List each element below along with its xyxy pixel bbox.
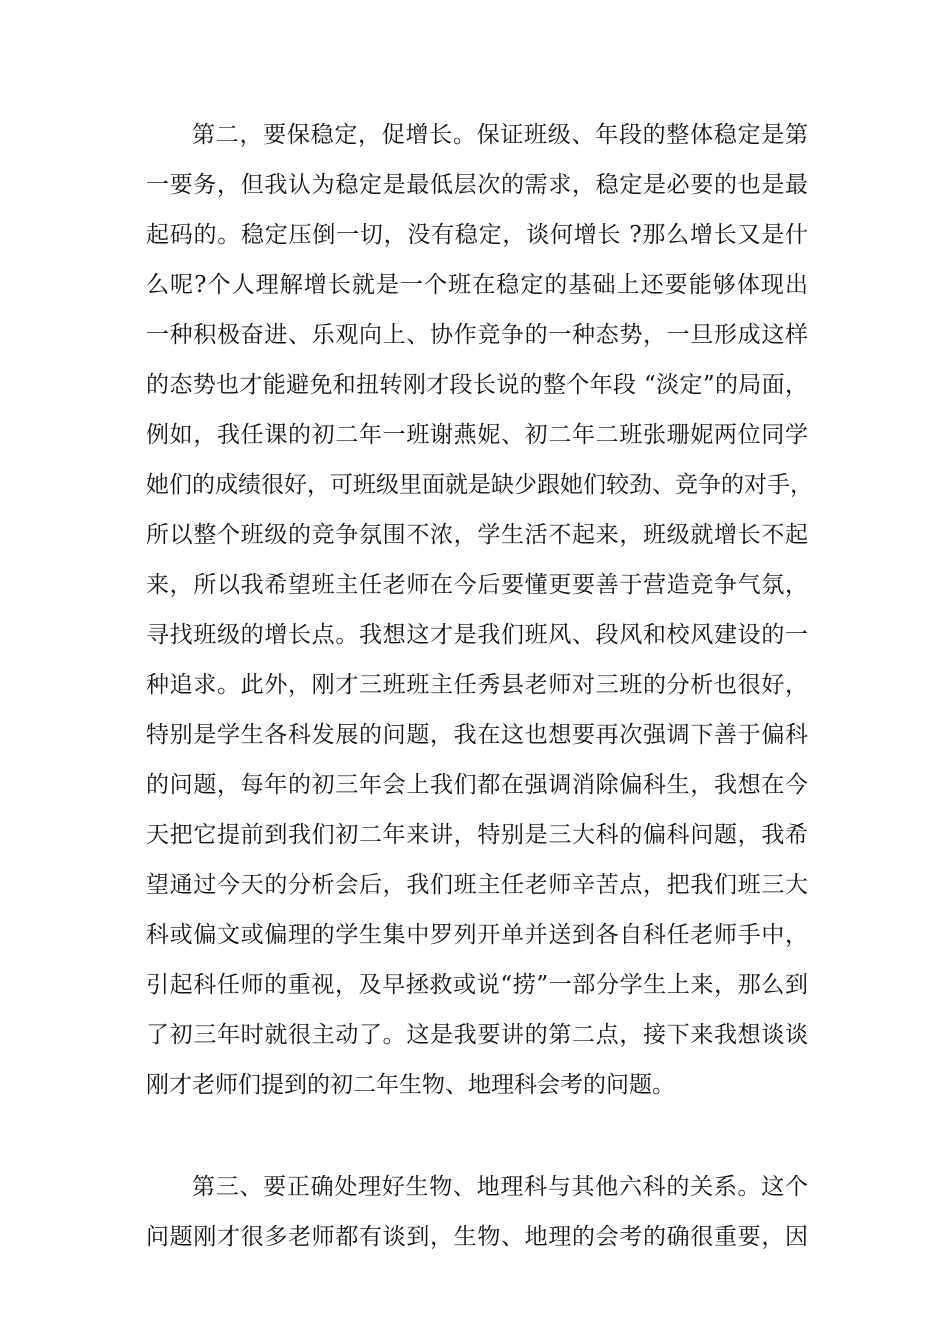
text-line: 寻找班级的增长点。我想这才是我们班风、段风和校风建设的一	[146, 622, 808, 648]
text-line: 了初三年时就很主动了。这是我要讲的第二点，接下来我想谈谈	[146, 1022, 808, 1048]
paragraph-second-point	[146, 110, 813, 1110]
text-line: 种追求。此外，刚才三班班主任秀县老师对三班的分析也很好，	[146, 672, 808, 698]
text-line: 所以整个班级的竞争氛围不浓，学生活不起来，班级就增长不起	[146, 522, 808, 548]
paragraph-third-point	[146, 1162, 808, 1262]
text-line: 第二，要保稳定，促增长。保证班级、年段的整体稳定是第	[192, 122, 808, 148]
text-line: 来，所以我希望班主任老师在今后要懂更要善于营造竞争气氛，	[146, 572, 808, 598]
text-line: 么呢?个人理解增长就是一个班在稳定的基础上还要能够体现出	[146, 272, 808, 298]
text-line: 一种积极奋进、乐观向上、协作竞争的一种态势，一旦形成这样	[146, 322, 808, 348]
text-line: 的问题，每年的初三年会上我们都在强调消除偏科生，我想在今	[146, 772, 808, 798]
text-line: 天把它提前到我们初二年来讲，特别是三大科的偏科问题，我希	[146, 822, 808, 848]
text-line: 她们的成绩很好，可班级里面就是缺少跟她们较劲、竞争的对手，	[146, 472, 813, 498]
text-line: 第三、要正确处理好生物、地理科与其他六科的关系。这个	[192, 1174, 808, 1200]
text-line: 引起科任师的重视，及早拯救或说“捞”一部分学生上来，那么到	[146, 972, 808, 998]
text-line: 刚才老师们提到的初二年生物、地理科会考的问题。	[146, 1072, 675, 1098]
text-line: 科或偏文或偏理的学生集中罗列开单并送到各自科任老师手中，	[146, 922, 808, 948]
text-line: 问题刚才很多老师都有谈到，生物、地理的会考的确很重要，因	[146, 1224, 808, 1250]
text-line: 望通过今天的分析会后，我们班主任老师辛苦点，把我们班三大	[146, 872, 808, 898]
text-line: 例如，我任课的初二年一班谢燕妮、初二年二班张珊妮两位同学	[146, 422, 808, 448]
text-line: 起码的。稳定压倒一切，没有稳定，谈何增长 ?那么增长又是什	[146, 222, 808, 248]
text-line: 的态势也才能避免和扭转刚才段长说的整个年段 “淡定”的局面，	[146, 372, 808, 398]
text-line: 一要务，但我认为稳定是最低层次的需求，稳定是必要的也是最	[146, 172, 808, 198]
text-line: 特别是学生各科发展的问题，我在这也想要再次强调下善于偏科	[146, 722, 808, 748]
